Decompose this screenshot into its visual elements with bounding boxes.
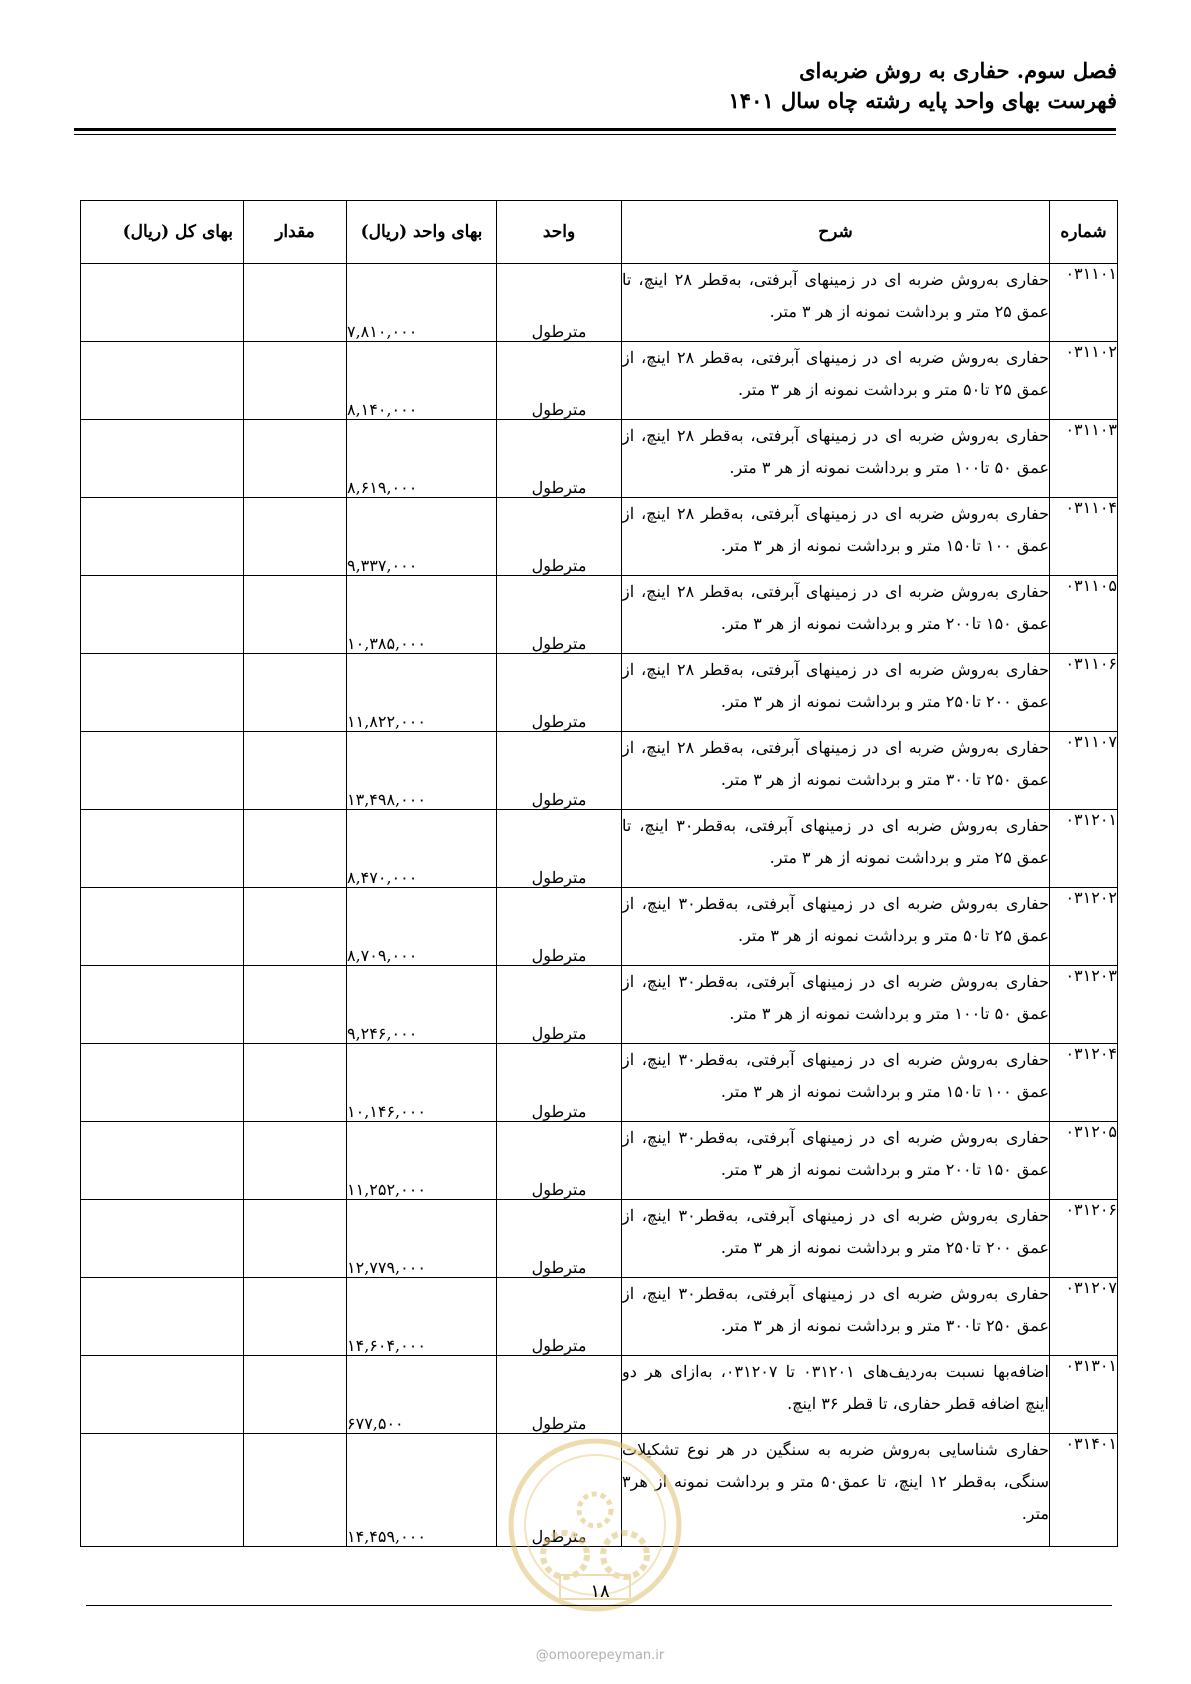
header-code: شماره — [1050, 201, 1118, 264]
header-total: بهای کل (ریال) — [81, 201, 244, 264]
header-desc: شرح — [622, 201, 1050, 264]
item-quantity — [244, 1200, 347, 1278]
item-quantity — [244, 1278, 347, 1356]
item-description: حفاری به‌روش ضربه ای در زمینهای آبرفتی، به‌قطر۳۰ اینچ، از عمق ۵۰ تا۱۰۰ متر و برداشت نمونه از هر ۳ متر. — [622, 966, 1050, 1044]
item-code: ۰۳۱۲۰۶ — [1050, 1200, 1118, 1278]
item-quantity — [244, 810, 347, 888]
item-code: ۰۳۱۲۰۵ — [1050, 1122, 1118, 1200]
table-row — [81, 1122, 1118, 1200]
item-quantity — [244, 732, 347, 810]
item-description: حفاری شناسایی به‌روش ضربه به سنگین در هر نوع تشکیلات سنگی، به‌قطر ۱۲ اینچ، تا عمق۵۰ متر و برداشت نمونه از هر۳ متر. — [622, 1434, 1050, 1547]
item-unit-price: ۶۷۷,۵۰۰ — [347, 1356, 497, 1434]
item-total — [81, 888, 244, 966]
item-total — [81, 732, 244, 810]
item-description: حفاری به‌روش ضربه ای در زمینهای آبرفتی، به‌قطر ۲۸ اینچ، از عمق ۱۵۰ تا۲۰۰ متر و برداشت نمونه از هر ۳ متر. — [622, 576, 1050, 654]
item-unit-price: ۱۲,۷۷۹,۰۰۰ — [347, 1200, 497, 1278]
item-total — [81, 966, 244, 1044]
item-unit-price: ۹,۳۳۷,۰۰۰ — [347, 498, 497, 576]
item-code: ۰۳۱۱۰۴ — [1050, 498, 1118, 576]
item-total — [81, 1278, 244, 1356]
item-code: ۰۳۱۱۰۲ — [1050, 342, 1118, 420]
item-unit: مترطول — [497, 966, 622, 1044]
item-quantity — [244, 576, 347, 654]
header-rule-thick — [74, 128, 1116, 131]
header-unit-price: بهای واحد (ریال) — [347, 201, 497, 264]
item-description: حفاری به‌روش ضربه ای در زمینهای آبرفتی، به‌قطر ۲۸ اینچ، از عمق ۲۵۰ تا۳۰۰ متر و برداشت نمونه از هر ۳ متر. — [622, 732, 1050, 810]
item-code: ۰۳۱۳۰۱ — [1050, 1356, 1118, 1434]
item-description: حفاری به‌روش ضربه ای در زمینهای آبرفتی، به‌قطر۳۰ اینچ، از عمق ۲۰۰ تا۲۵۰ متر و برداشت نمونه از هر ۳ متر. — [622, 1200, 1050, 1278]
item-quantity — [244, 498, 347, 576]
item-total — [81, 1122, 244, 1200]
item-unit-price: ۸,۷۰۹,۰۰۰ — [347, 888, 497, 966]
table-row — [81, 732, 1118, 810]
item-unit: مترطول — [497, 1044, 622, 1122]
item-quantity — [244, 1044, 347, 1122]
item-code: ۰۳۱۲۰۱ — [1050, 810, 1118, 888]
item-description: حفاری به‌روش ضربه ای در زمینهای آبرفتی، به‌قطر ۲۸ اینچ، از عمق ۲۰۰ تا۲۵۰ متر و برداشت نمونه از هر ۳ متر. — [622, 654, 1050, 732]
item-unit: مترطول — [497, 1356, 622, 1434]
item-unit: مترطول — [497, 888, 622, 966]
item-quantity — [244, 966, 347, 1044]
item-code: ۰۳۱۱۰۵ — [1050, 576, 1118, 654]
header-rule-thin — [74, 134, 1116, 135]
header-unit: واحد — [497, 201, 622, 264]
site-watermark-text: @omoorepeyman.ir — [535, 1648, 665, 1663]
item-unit: مترطول — [497, 810, 622, 888]
item-unit-price: ۱۱,۸۲۲,۰۰۰ — [347, 654, 497, 732]
item-unit-price: ۷,۸۱۰,۰۰۰ — [347, 264, 497, 342]
item-code: ۰۳۱۱۰۷ — [1050, 732, 1118, 810]
item-code: ۰۳۱۲۰۷ — [1050, 1278, 1118, 1356]
item-code: ۰۳۱۱۰۳ — [1050, 420, 1118, 498]
item-code: ۰۳۱۱۰۱ — [1050, 264, 1118, 342]
item-unit: مترطول — [497, 1434, 622, 1547]
item-unit: مترطول — [497, 576, 622, 654]
item-quantity — [244, 264, 347, 342]
item-unit-price: ۹,۲۴۶,۰۰۰ — [347, 966, 497, 1044]
table-row — [81, 966, 1118, 1044]
item-total — [81, 342, 244, 420]
list-subtitle: فهرست بهای واحد پایه رشته چاه سال ۱۴۰۱ — [728, 88, 1117, 113]
table-row — [81, 810, 1118, 888]
item-unit: مترطول — [497, 420, 622, 498]
item-unit: مترطول — [497, 732, 622, 810]
item-description: حفاری به‌روش ضربه ای در زمینهای آبرفتی، به‌قطر ۲۸ اینچ، تا عمق ۲۵ متر و برداشت نمونه از هر ۳ متر. — [622, 264, 1050, 342]
item-unit-price: ۸,۴۷۰,۰۰۰ — [347, 810, 497, 888]
item-description: حفاری به‌روش ضربه ای در زمینهای آبرفتی، به‌قطر۳۰ اینچ، از عمق ۲۵ تا۵۰ متر و برداشت نمونه از هر ۳ متر. — [622, 888, 1050, 966]
item-total — [81, 810, 244, 888]
item-quantity — [244, 888, 347, 966]
table-row — [81, 1278, 1118, 1356]
item-unit: مترطول — [497, 1278, 622, 1356]
table-row — [81, 576, 1118, 654]
table-row — [81, 342, 1118, 420]
item-total — [81, 576, 244, 654]
item-description: حفاری به‌روش ضربه ای در زمینهای آبرفتی، به‌قطر۳۰ اینچ، از عمق ۱۵۰ تا۲۰۰ متر و برداشت نمونه از هر ۳ متر. — [622, 1122, 1050, 1200]
item-unit: مترطول — [497, 264, 622, 342]
header-qty: مقدار — [244, 201, 347, 264]
item-unit-price: ۱۰,۳۸۵,۰۰۰ — [347, 576, 497, 654]
item-code: ۰۳۱۲۰۳ — [1050, 966, 1118, 1044]
page-number: ۱۸ — [590, 1581, 610, 1602]
table-row — [81, 654, 1118, 732]
item-total — [81, 654, 244, 732]
item-quantity — [244, 1434, 347, 1547]
item-unit-price: ۸,۶۱۹,۰۰۰ — [347, 420, 497, 498]
page-header — [75, 56, 1117, 116]
table-header-row — [81, 201, 1118, 264]
item-unit: مترطول — [497, 342, 622, 420]
item-total — [81, 1434, 244, 1547]
item-description: حفاری به‌روش ضربه ای در زمینهای آبرفتی، به‌قطر۳۰ اینچ، از عمق ۲۵۰ تا۳۰۰ متر و برداشت نمونه از هر ۳ متر. — [622, 1278, 1050, 1356]
table-row — [81, 1044, 1118, 1122]
chapter-title: فصل سوم. حفاری به روش ضربه‌ای — [799, 58, 1117, 83]
footer-rule — [86, 1605, 1112, 1606]
table-row — [81, 1356, 1118, 1434]
item-unit: مترطول — [497, 498, 622, 576]
item-unit-price: ۱۱,۲۵۲,۰۰۰ — [347, 1122, 497, 1200]
item-unit: مترطول — [497, 1200, 622, 1278]
item-unit: مترطول — [497, 654, 622, 732]
item-quantity — [244, 654, 347, 732]
item-total — [81, 1356, 244, 1434]
item-quantity — [244, 342, 347, 420]
item-total — [81, 1200, 244, 1278]
table-row — [81, 264, 1118, 342]
item-unit-price: ۱۰,۱۴۶,۰۰۰ — [347, 1044, 497, 1122]
item-unit-price: ۸,۱۴۰,۰۰۰ — [347, 342, 497, 420]
item-total — [81, 1044, 244, 1122]
item-unit-price: ۱۳,۴۹۸,۰۰۰ — [347, 732, 497, 810]
item-total — [81, 498, 244, 576]
item-unit-price: ۱۴,۶۰۴,۰۰۰ — [347, 1278, 497, 1356]
item-unit-price: ۱۴,۴۵۹,۰۰۰ — [347, 1434, 497, 1547]
item-description: حفاری به‌روش ضربه ای در زمینهای آبرفتی، به‌قطر ۲۸ اینچ، از عمق ۲۵ تا۵۰ متر و برداشت نمونه از هر ۳ متر. — [622, 342, 1050, 420]
item-total — [81, 264, 244, 342]
item-code: ۰۳۱۴۰۱ — [1050, 1434, 1118, 1547]
item-description: حفاری به‌روش ضربه ای در زمینهای آبرفتی، به‌قطر۳۰ اینچ، تا عمق ۲۵ متر و برداشت نمونه از هر ۳ متر. — [622, 810, 1050, 888]
table-row — [81, 1434, 1118, 1547]
item-quantity — [244, 420, 347, 498]
item-code: ۰۳۱۲۰۲ — [1050, 888, 1118, 966]
price-table — [80, 200, 1118, 1547]
item-code: ۰۳۱۲۰۴ — [1050, 1044, 1118, 1122]
item-code: ۰۳۱۱۰۶ — [1050, 654, 1118, 732]
table-row — [81, 888, 1118, 966]
item-description: حفاری به‌روش ضربه ای در زمینهای آبرفتی، به‌قطر۳۰ اینچ، از عمق ۱۰۰ تا۱۵۰ متر و برداشت نمونه از هر ۳ متر. — [622, 1044, 1050, 1122]
table-row — [81, 1200, 1118, 1278]
item-total — [81, 420, 244, 498]
table-row — [81, 498, 1118, 576]
item-description: حفاری به‌روش ضربه ای در زمینهای آبرفتی، به‌قطر ۲۸ اینچ، از عمق ۱۰۰ تا۱۵۰ متر و برداشت نمونه از هر ۳ متر. — [622, 498, 1050, 576]
item-unit: مترطول — [497, 1122, 622, 1200]
item-description: حفاری به‌روش ضربه ای در زمینهای آبرفتی، به‌قطر ۲۸ اینچ، از عمق ۵۰ تا۱۰۰ متر و برداشت نمونه از هر ۳ متر. — [622, 420, 1050, 498]
item-quantity — [244, 1122, 347, 1200]
item-description: اضافه‌بها نسبت به‌ردیف‌های ۰۳۱۲۰۱ تا ۰۳۱۲۰۷، به‌ازای هر دو اینچ اضافه قطر حفاری، تا قطر ۳۶ اینچ. — [622, 1356, 1050, 1434]
item-quantity — [244, 1356, 347, 1434]
table-row — [81, 420, 1118, 498]
